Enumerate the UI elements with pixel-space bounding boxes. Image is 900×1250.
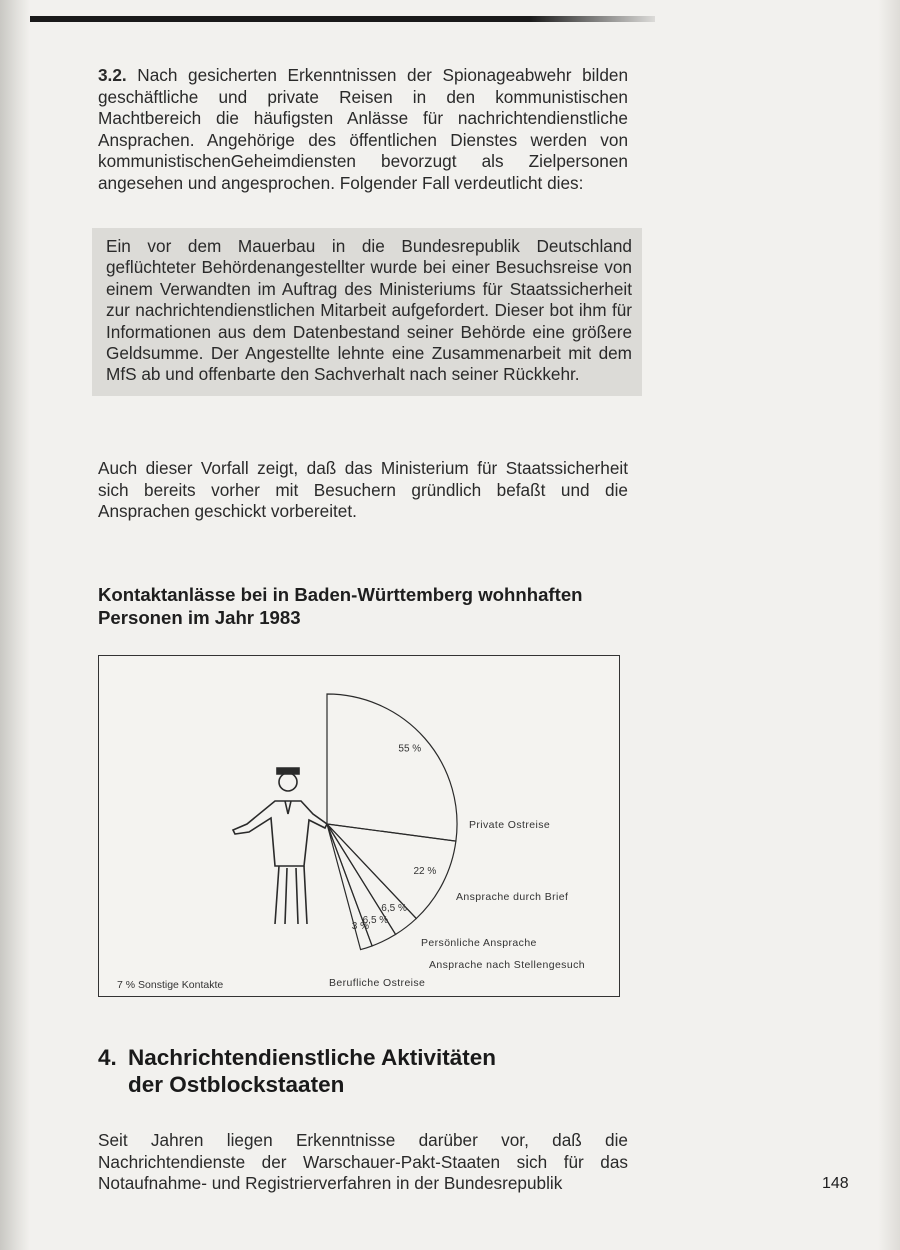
section-4-number: 4. <box>98 1045 117 1070</box>
category-label-persoenliche-ansprache: Persönliche Ansprache <box>421 937 537 949</box>
section-3-2-text: Nach gesicherten Erkenntnissen der Spionageabwehr bilden geschäftliche und private Reisen in den kommunistischen Machtbereich die häufigsten Anlässe für nachrichtendienstliche Ansprachen. Angehörige des öffentlichen Dienstes werden von kommunistischenGeheimdiensten bevorzugt als Zielpersonen angesehen und angesprochen. Folgender Fall verdeutlicht dies: <box>98 65 628 193</box>
section-4-paragraph: Seit Jahren liegen Erkenntnisse darüber vor, daß die Nachrichtendienste der Warschauer-Pakt-Staaten sich für das Notaufnahme- und Registrierverfahren in der Bundesrepublik <box>98 1130 628 1194</box>
top-rule <box>30 16 655 22</box>
section-4-title-line1: Nachrichtendienstliche Aktivitäten <box>128 1045 497 1070</box>
page-number: 148 <box>822 1175 849 1192</box>
page-edge <box>878 0 900 1250</box>
person-figure <box>233 768 327 924</box>
case-example-text: Ein vor dem Mauerbau in die Bundesrepublik Deutschland geflüchteter Behördenangestellter wurde bei einer Besuchsreise von einem Verwandten im Auftrag des Ministeriums für Staatssicherheit zur nachrichtendienstlichen Mitarbeit aufgefordert. Dieser bot ihm für Informationen aus dem Datenbestand seiner Behörde eine größere Geldsumme. Der Angestellte lehnte eine Zusammenarbeit mit dem MfS ab und offenbarte den Sachverhalt nach seiner Rückkehr. <box>106 236 632 385</box>
fan-chart <box>99 656 619 996</box>
value-label-persoenliche-ansprache: 6,5 % <box>381 903 407 915</box>
section-number: 3.2. <box>98 65 127 85</box>
page-binding-shadow <box>0 0 30 1250</box>
value-label-berufliche-ostreise: 3 % <box>351 920 370 932</box>
conclusion-paragraph: Auch dieser Vorfall zeigt, daß das Ministerium für Staatssicherheit sich bereits vorher mit Besuchern gründlich befaßt und die Ansprachen geschickt vorbereitet. <box>98 458 628 522</box>
contact-reasons-chart <box>98 655 620 997</box>
category-label-ansprache-stellengesuch: Ansprache nach Stellengesuch <box>429 959 585 971</box>
section-4-title-line2: der Ostblockstaaten <box>128 1072 345 1097</box>
category-label-berufliche-ostreise: Berufliche Ostreise <box>329 977 426 989</box>
slice-private-ostreise <box>327 694 457 841</box>
category-label-ansprache-brief: Ansprache durch Brief <box>456 891 569 903</box>
value-label-private-ostreise: 55 % <box>398 743 422 755</box>
category-label-sonstige-kontakte: 7 % Sonstige Kontakte <box>117 979 224 991</box>
category-label-private-ostreise: Private Ostreise <box>469 819 551 831</box>
case-example-box <box>92 228 642 396</box>
chart-title: Kontaktanlässe bei in Baden-Württemberg wohnhaften Personen im Jahr 1983 <box>98 584 583 628</box>
section-3-2-paragraph <box>98 65 628 195</box>
value-label-ansprache-stellengesuch: 6,5 % <box>362 914 389 926</box>
chart-slices <box>117 694 585 991</box>
section-4-heading <box>98 1044 618 1098</box>
value-label-ansprache-brief: 22 % <box>413 866 437 878</box>
